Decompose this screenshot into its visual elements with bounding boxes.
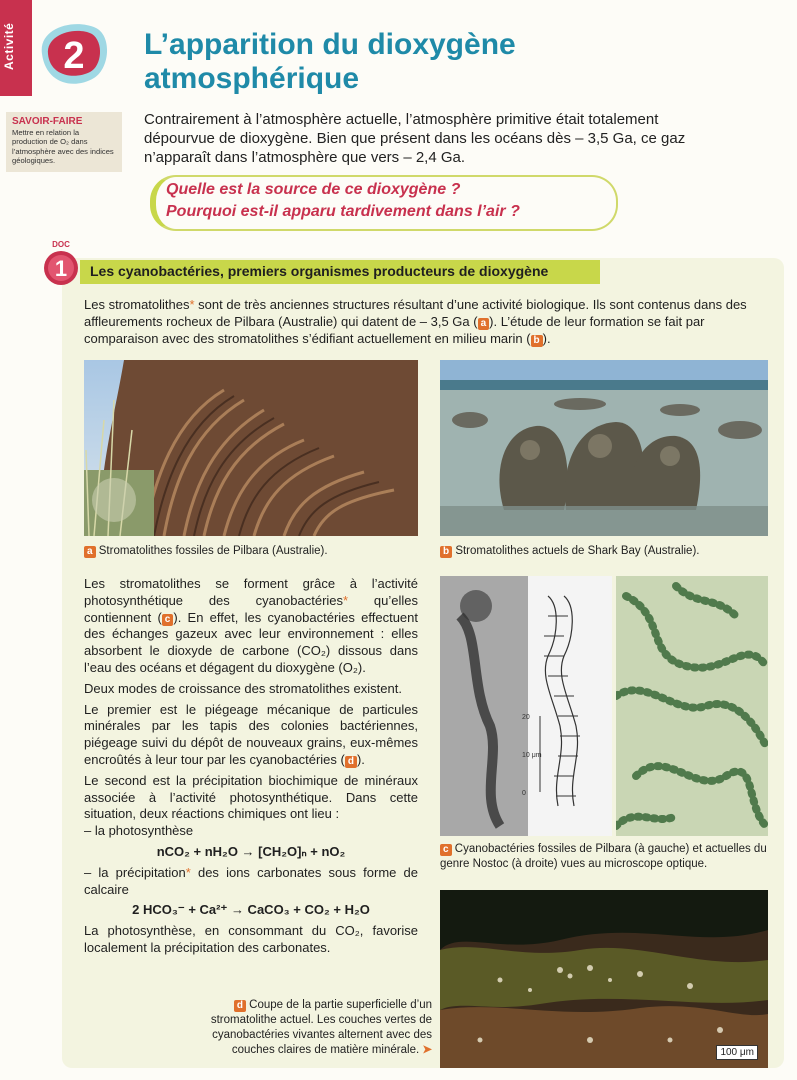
caption-b-text: Stromatolithes actuels de Shark Bay (Australie). xyxy=(455,545,700,557)
photo-fossil-stromatolites xyxy=(84,360,418,536)
ref-tag-b: b xyxy=(531,335,543,347)
savoir-faire-box xyxy=(6,112,122,172)
paragraph-7: La photosynthèse, en consommant du CO₂, favorise localement la précipitation des carbonates. xyxy=(84,923,418,955)
savoir-faire-text: Mettre en relation la production de O₂ dans l’atmosphère avec des indices géologiques. xyxy=(12,128,114,166)
savoir-faire-heading: SAVOIR-FAIRE xyxy=(12,116,83,127)
paragraph-5: – la photosynthèse xyxy=(84,823,194,839)
scale-10: 10 μm xyxy=(522,752,542,759)
lead-text-2: sont de très anciennes structures résultant d’une activité biologique. Ils sont contenus dans des affleurements rocheux de Pilbara (Australie) qui datent de – 3,5 Ga ( xyxy=(84,297,747,329)
doc-body-text xyxy=(84,576,418,957)
paragraph-6: – la précipitation* des ions carbonates sous forme de calcaire xyxy=(84,864,418,897)
activity-number-badge xyxy=(34,18,112,88)
activity-label: Activité xyxy=(2,22,16,70)
caption-d xyxy=(176,998,432,1058)
paragraph-4: Le second est la précipitation biochimique de minéraux associée à l’activité photosynthétique. Dans cette situation, deux réactions chimiques ont lieu : xyxy=(84,772,418,822)
photo-fossil-cyanobacteria xyxy=(440,576,612,836)
scale-0: 0 xyxy=(522,790,526,797)
doc-lead-paragraph xyxy=(84,296,772,347)
caption-b xyxy=(440,544,770,559)
glossary-star: * xyxy=(189,297,195,312)
caption-tag-a: a xyxy=(84,546,96,558)
ref-tag-c: c xyxy=(162,614,174,626)
doc-heading-bar xyxy=(80,260,600,284)
activity-number: 2 xyxy=(63,35,85,77)
title-line-2: atmosphérique xyxy=(144,62,360,95)
caption-a-text: Stromatolithes fossiles de Pilbara (Australie). xyxy=(98,545,328,557)
caption-d-text: Coupe de la partie superficielle d’un stromatolithe actuel. Les couches vertes de cyanobactéries vivantes alternent avec des couches claires de matière minérale. xyxy=(210,999,432,1056)
ref-tag-a: a xyxy=(478,318,490,330)
lead-text-3: ). L’étude de leur formation se fait par comparaison avec des stromatolithes s’édifiant actuellement en milieu marin ( xyxy=(84,314,705,346)
caption-tag-b: b xyxy=(440,546,452,558)
caption-c-text: Cyanobactéries fossiles de Pilbara (à gauche) et actuelles du genre Nostoc (à droite) vues au microscope optique. xyxy=(440,843,767,870)
scale-100um: 100 μm xyxy=(716,1045,758,1060)
caption-a xyxy=(84,544,418,559)
caption-tag-d: d xyxy=(234,1000,246,1012)
doc-heading: Les cyanobactéries, premiers organismes producteurs de dioxygène xyxy=(90,263,549,279)
caption-c xyxy=(440,842,768,872)
photo-stromatolite-section xyxy=(440,890,768,1068)
paragraph-1: Les stromatolithes se forment grâce à l’activité photosynthétique des cyanobactéries* qu’elles contiennent ( c ). En effet, les cyanobactéries effectuent des échanges gazeux avec leur environnement : elles absorbent le dioxyde de carbone (CO₂) dissous dans l’eau des océans et dégagent du dioxygène (O₂). xyxy=(84,576,418,675)
activity-tab xyxy=(0,0,32,96)
caption-tag-c: c xyxy=(440,844,452,856)
equation-photosynthesis: nCO₂ + nH₂O → [CH₂O]ₙ + nO₂ xyxy=(156,843,346,859)
question-1: Quelle est la source de ce dioxygène ? xyxy=(166,181,461,198)
lead-text-4: ). xyxy=(542,331,551,346)
photo-nostoc-cyanobacteria xyxy=(616,576,768,836)
doc-label: DOC xyxy=(52,240,70,249)
paragraph-3: Le premier est le piégeage mécanique de particules minérales par les tapis des colonies bactériennes, piégeage suivi du dépôt de nouveaux grains, eux-mêmes encroûtés à leur tour par les cyanobactéries ( d ). xyxy=(84,701,418,767)
arrow-right-icon: ➤ xyxy=(422,1044,432,1056)
question-2: Pourquoi est-il apparu tardivement dans l’air ? xyxy=(166,203,520,220)
equation-precipitation: 2 HCO₃⁻ + Ca²⁺ → CaCO₃ + CO₂ + H₂O xyxy=(132,902,370,918)
intro-paragraph: Contrairement à l’atmosphère actuelle, l’atmosphère primitive était totalement dépourvue de dioxygène. Bien que présent dans les océans dès – 3,5 Ga, ce gaz n’apparaît dans l’atmosphère que vers – 2,4 Ga. xyxy=(144,111,686,166)
title-line-1: L’apparition du dioxygène xyxy=(144,28,516,61)
photo-shark-bay-stromatolites xyxy=(440,360,768,536)
page-title xyxy=(144,28,704,96)
doc-number: 1 xyxy=(54,256,68,281)
scale-20: 20 xyxy=(522,714,530,721)
paragraph-2: Deux modes de croissance des stromatolithes existent. xyxy=(84,680,402,696)
lead-text-1: Les stromatolithes xyxy=(84,297,190,312)
ref-tag-d: d xyxy=(345,756,357,768)
questions-bubble xyxy=(150,175,670,231)
doc-badge xyxy=(40,238,82,288)
